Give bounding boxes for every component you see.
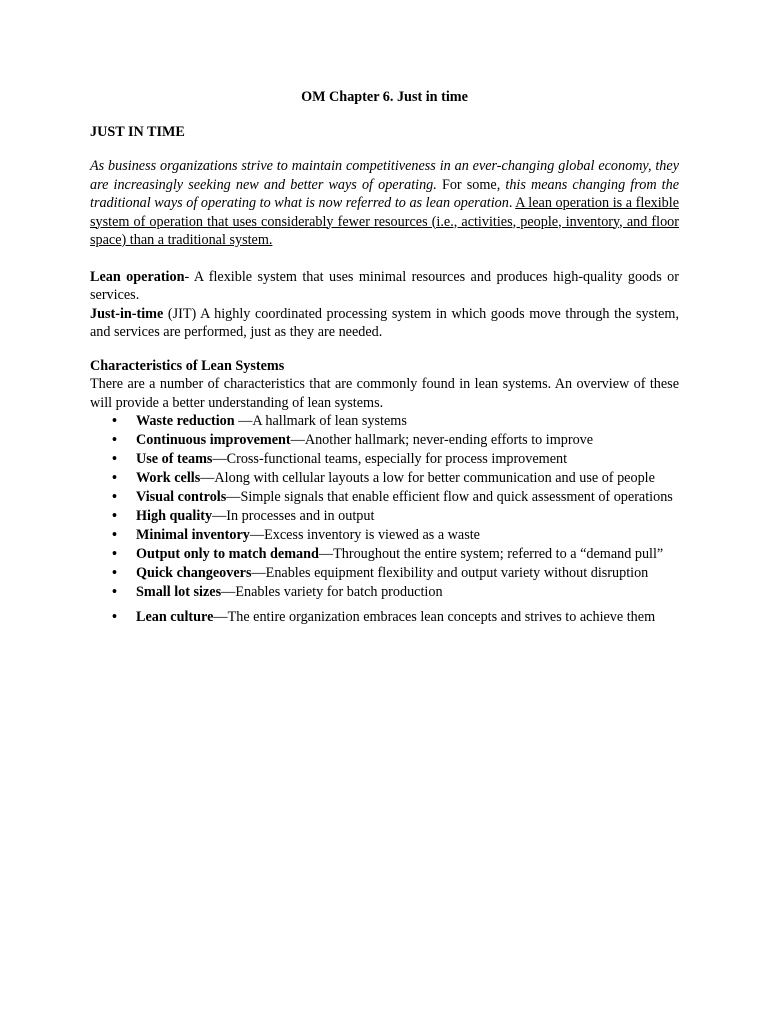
list-item-text: —Cross-functional teams, especially for process improvement bbox=[212, 451, 568, 467]
list-item-text: —Throughout the entire system; referred to a “demand pull” bbox=[318, 546, 664, 562]
list-item bbox=[90, 583, 679, 602]
list-item bbox=[90, 507, 679, 526]
list-item-text: —Excess inventory is viewed as a waste bbox=[249, 527, 480, 543]
list-item-term: Work cells bbox=[136, 470, 201, 486]
list-item-text: —A hallmark of lean systems bbox=[234, 413, 407, 429]
list-item-text: —Along with cellular layouts a low for better communication and use of people bbox=[200, 470, 655, 486]
document-title: OM Chapter 6. Just in time bbox=[301, 89, 468, 105]
list-item bbox=[90, 564, 679, 583]
list-item bbox=[90, 412, 679, 431]
list-item-term: Output only to match demand bbox=[136, 546, 319, 562]
list-item-text: —The entire organization embraces lean concepts and strives to achieve them bbox=[213, 608, 656, 625]
list-item-text: —Enables equipment flexibility and output variety without disruption bbox=[251, 565, 649, 581]
document-body bbox=[90, 88, 679, 627]
intro-italic-text: As business organizations strive to maintain competitiveness in an ever-changing global economy, they are increasingly seeking new and better ways of operating. bbox=[90, 158, 679, 193]
list-item bbox=[90, 431, 679, 450]
list-item-term: Visual controls bbox=[136, 489, 227, 505]
list-item bbox=[90, 469, 679, 488]
definition-text: - A flexible system that uses minimal resources and produces high-quality goods or services. bbox=[90, 268, 679, 303]
list-item-text: —Another hallmark; never-ending efforts to improve bbox=[290, 432, 594, 448]
list-item-term: Waste reduction bbox=[136, 413, 235, 429]
definition-text: (JIT) A highly coordinated processing system in which goods move through the system, and services are performed, just as they are needed. bbox=[90, 305, 679, 340]
definition-lean-operation bbox=[90, 268, 679, 305]
characteristics-list bbox=[90, 412, 679, 626]
list-item bbox=[90, 608, 679, 627]
list-item-text: —In processes and in output bbox=[212, 508, 375, 524]
list-item-text: —Simple signals that enable efficient flow and quick assessment of operations bbox=[226, 489, 673, 505]
list-item-term: Continuous improvement bbox=[136, 432, 291, 448]
intro-paragraph bbox=[90, 157, 679, 250]
section-heading: JUST IN TIME bbox=[90, 123, 185, 140]
intro-plain-text-2: . bbox=[508, 195, 516, 211]
list-item bbox=[90, 545, 679, 564]
definition-term: Lean operation bbox=[90, 268, 185, 285]
list-item-term: Minimal inventory bbox=[136, 527, 250, 543]
characteristics-heading: Characteristics of Lean Systems bbox=[90, 357, 285, 374]
intro-plain-text: For some, bbox=[436, 176, 506, 193]
list-item-term: Small lot sizes bbox=[136, 584, 222, 600]
definition-just-in-time bbox=[90, 305, 679, 342]
list-item bbox=[90, 488, 679, 507]
characteristics-intro: There are a number of characteristics that are commonly found in lean systems. An overview of these will provide a better understanding of lean systems. bbox=[90, 376, 679, 411]
list-item bbox=[90, 450, 679, 469]
list-item bbox=[90, 526, 679, 545]
lean-operation-underlined-definition: A lean operation is a flexible system of operation that uses considerably fewer resources (i.e., activities, people, inventory, and floor space) than a traditional system. bbox=[90, 195, 679, 248]
list-item-term: Use of teams bbox=[136, 451, 213, 467]
list-item-term: Lean culture bbox=[136, 608, 214, 625]
definition-term: Just-in-time bbox=[90, 305, 164, 322]
intro-italic-text-2: this means changing from the traditional ways of operating to what is now referred to as lean operation bbox=[90, 176, 680, 211]
list-item-term: Quick changeovers bbox=[136, 565, 252, 581]
list-item-term: High quality bbox=[136, 508, 213, 524]
list-item-text: —Enables variety for batch production bbox=[221, 584, 443, 600]
